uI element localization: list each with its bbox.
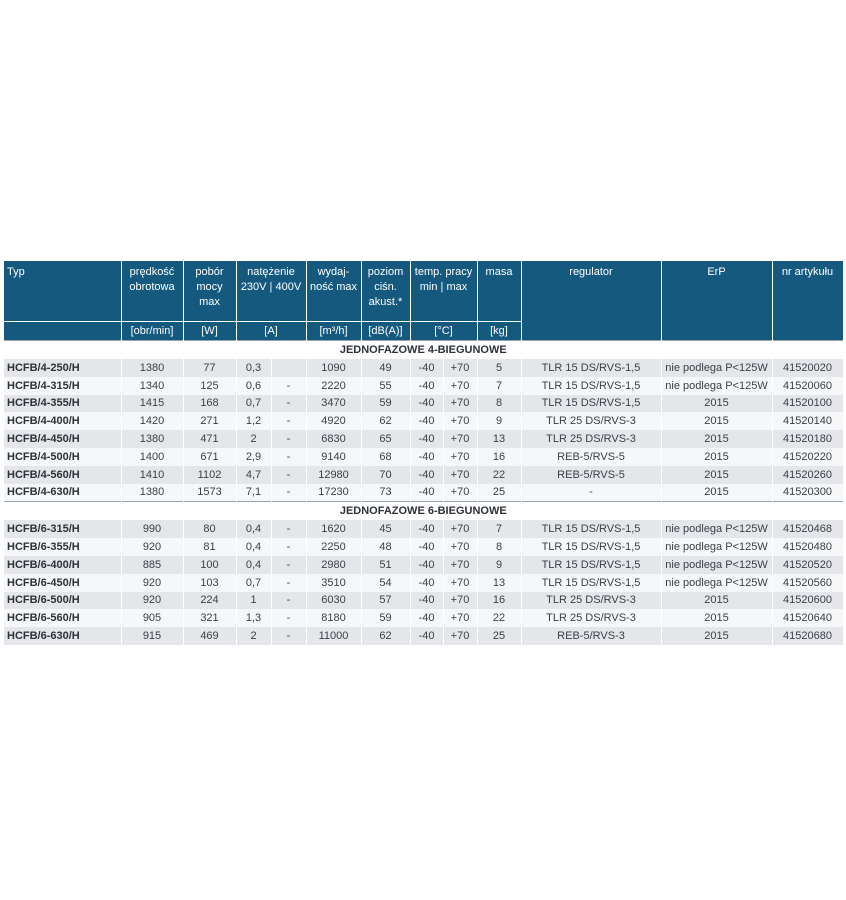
cell-current-400: - — [271, 609, 306, 627]
cell-temp-max: +70 — [443, 627, 477, 645]
cell-power: 168 — [183, 395, 236, 413]
cell-typ: HCFB/4-315/H — [4, 377, 121, 395]
cell-noise: 55 — [361, 377, 410, 395]
col-poziom: poziom ciśn. akust.* — [361, 261, 410, 322]
cell-temp-min: -40 — [410, 359, 443, 377]
cell-typ: HCFB/6-355/H — [4, 538, 121, 556]
cell-airflow: 2980 — [306, 556, 361, 574]
cell-current-400 — [271, 359, 306, 377]
cell-current-230: 0,7 — [236, 395, 271, 413]
cell-current-230: 0,4 — [236, 520, 271, 538]
cell-current-400: - — [271, 412, 306, 430]
col-nr: nr artykułu — [772, 261, 843, 341]
cell-temp-max: +70 — [443, 395, 477, 413]
unit-typ — [4, 322, 121, 341]
cell-article-nr: 41520560 — [772, 574, 843, 592]
cell-mass: 25 — [477, 627, 521, 645]
cell-regulator: TLR 15 DS/RVS-1,5 — [521, 556, 661, 574]
cell-current-400: - — [271, 538, 306, 556]
cell-temp-max: +70 — [443, 538, 477, 556]
cell-noise: 45 — [361, 520, 410, 538]
cell-article-nr: 41520220 — [772, 448, 843, 466]
cell-rpm: 1400 — [121, 448, 183, 466]
cell-temp-min: -40 — [410, 627, 443, 645]
cell-power: 321 — [183, 609, 236, 627]
table-body — [4, 341, 843, 645]
col-regulator: regulator — [521, 261, 661, 341]
cell-erp: 2015 — [661, 592, 772, 610]
cell-temp-max: +70 — [443, 466, 477, 484]
cell-mass: 7 — [477, 520, 521, 538]
cell-current-230: 0,7 — [236, 574, 271, 592]
cell-current-400: - — [271, 574, 306, 592]
cell-noise: 54 — [361, 574, 410, 592]
cell-noise: 73 — [361, 484, 410, 502]
cell-temp-max: +70 — [443, 520, 477, 538]
col-predkosc: prędkość obrotowa — [121, 261, 183, 322]
cell-current-230: 0,4 — [236, 556, 271, 574]
col-wydajnosc: wydaj-ność max — [306, 261, 361, 322]
cell-temp-min: -40 — [410, 412, 443, 430]
cell-regulator: TLR 15 DS/RVS-1,5 — [521, 520, 661, 538]
cell-airflow: 3470 — [306, 395, 361, 413]
cell-temp-min: -40 — [410, 484, 443, 502]
cell-article-nr: 41520140 — [772, 412, 843, 430]
cell-temp-min: -40 — [410, 520, 443, 538]
cell-rpm: 920 — [121, 592, 183, 610]
cell-article-nr: 41520480 — [772, 538, 843, 556]
cell-current-230: 2 — [236, 430, 271, 448]
cell-regulator: TLR 15 DS/RVS-1,5 — [521, 377, 661, 395]
cell-temp-max: +70 — [443, 592, 477, 610]
cell-temp-min: -40 — [410, 609, 443, 627]
col-masa: masa — [477, 261, 521, 322]
cell-current-400: - — [271, 627, 306, 645]
table-header — [4, 261, 843, 341]
cell-regulator: TLR 25 DS/RVS-3 — [521, 609, 661, 627]
cell-article-nr: 41520680 — [772, 627, 843, 645]
cell-noise: 57 — [361, 592, 410, 610]
col-natezenie: natężenie 230V | 400V — [236, 261, 306, 322]
cell-current-230: 4,7 — [236, 466, 271, 484]
cell-power: 103 — [183, 574, 236, 592]
cell-mass: 13 — [477, 430, 521, 448]
cell-rpm: 990 — [121, 520, 183, 538]
table-row — [4, 448, 843, 466]
cell-airflow: 6830 — [306, 430, 361, 448]
cell-airflow: 9140 — [306, 448, 361, 466]
unit-poziom: [dB(A)] — [361, 322, 410, 341]
cell-current-230: 1,2 — [236, 412, 271, 430]
cell-noise: 51 — [361, 556, 410, 574]
cell-temp-min: -40 — [410, 592, 443, 610]
cell-erp: nie podlega P<125W — [661, 377, 772, 395]
cell-mass: 9 — [477, 412, 521, 430]
cell-rpm: 1380 — [121, 430, 183, 448]
cell-noise: 68 — [361, 448, 410, 466]
cell-temp-min: -40 — [410, 448, 443, 466]
cell-temp-max: +70 — [443, 412, 477, 430]
cell-article-nr: 41520640 — [772, 609, 843, 627]
cell-regulator: TLR 15 DS/RVS-1,5 — [521, 538, 661, 556]
table-row — [4, 484, 843, 502]
cell-typ: HCFB/6-315/H — [4, 520, 121, 538]
cell-temp-max: +70 — [443, 430, 477, 448]
cell-article-nr: 41520468 — [772, 520, 843, 538]
cell-current-230: 0,4 — [236, 538, 271, 556]
cell-power: 671 — [183, 448, 236, 466]
cell-airflow: 2250 — [306, 538, 361, 556]
cell-erp: 2015 — [661, 609, 772, 627]
cell-noise: 65 — [361, 430, 410, 448]
cell-airflow: 12980 — [306, 466, 361, 484]
cell-typ: HCFB/6-400/H — [4, 556, 121, 574]
cell-airflow: 4920 — [306, 412, 361, 430]
cell-rpm: 1410 — [121, 466, 183, 484]
cell-noise: 62 — [361, 412, 410, 430]
cell-power: 271 — [183, 412, 236, 430]
unit-wydajnosc: [m³/h] — [306, 322, 361, 341]
cell-typ: HCFB/4-400/H — [4, 412, 121, 430]
cell-power: 77 — [183, 359, 236, 377]
cell-temp-min: -40 — [410, 430, 443, 448]
cell-temp-min: -40 — [410, 556, 443, 574]
cell-rpm: 1420 — [121, 412, 183, 430]
cell-typ: HCFB/6-500/H — [4, 592, 121, 610]
cell-current-400: - — [271, 448, 306, 466]
cell-regulator: REB-5/RVS-5 — [521, 448, 661, 466]
cell-current-400: - — [271, 466, 306, 484]
cell-airflow: 8180 — [306, 609, 361, 627]
cell-article-nr: 41520260 — [772, 466, 843, 484]
cell-article-nr: 41520600 — [772, 592, 843, 610]
cell-article-nr: 41520180 — [772, 430, 843, 448]
cell-airflow: 6030 — [306, 592, 361, 610]
table-row — [4, 466, 843, 484]
cell-regulator: REB-5/RVS-5 — [521, 466, 661, 484]
cell-power: 471 — [183, 430, 236, 448]
cell-erp: 2015 — [661, 466, 772, 484]
cell-mass: 22 — [477, 609, 521, 627]
table-row — [4, 627, 843, 645]
cell-current-230: 0,6 — [236, 377, 271, 395]
cell-rpm: 1415 — [121, 395, 183, 413]
cell-rpm: 1380 — [121, 359, 183, 377]
cell-mass: 22 — [477, 466, 521, 484]
cell-typ: HCFB/4-500/H — [4, 448, 121, 466]
cell-mass: 9 — [477, 556, 521, 574]
cell-erp: 2015 — [661, 395, 772, 413]
cell-article-nr: 41520100 — [772, 395, 843, 413]
cell-current-400: - — [271, 556, 306, 574]
cell-current-400: - — [271, 430, 306, 448]
cell-rpm: 905 — [121, 609, 183, 627]
cell-regulator: TLR 25 DS/RVS-3 — [521, 430, 661, 448]
cell-power: 1573 — [183, 484, 236, 502]
cell-noise: 62 — [361, 627, 410, 645]
cell-power: 125 — [183, 377, 236, 395]
cell-mass: 8 — [477, 395, 521, 413]
cell-noise: 49 — [361, 359, 410, 377]
cell-mass: 5 — [477, 359, 521, 377]
cell-typ: HCFB/6-560/H — [4, 609, 121, 627]
cell-current-400: - — [271, 484, 306, 502]
cell-mass: 16 — [477, 592, 521, 610]
table-row — [4, 574, 843, 592]
cell-rpm: 885 — [121, 556, 183, 574]
cell-airflow: 3510 — [306, 574, 361, 592]
cell-erp: nie podlega P<125W — [661, 556, 772, 574]
cell-airflow: 1620 — [306, 520, 361, 538]
table-row — [4, 592, 843, 610]
table-row — [4, 538, 843, 556]
cell-current-230: 0,3 — [236, 359, 271, 377]
cell-erp: nie podlega P<125W — [661, 520, 772, 538]
cell-erp: 2015 — [661, 430, 772, 448]
cell-noise: 48 — [361, 538, 410, 556]
cell-power: 224 — [183, 592, 236, 610]
cell-temp-min: -40 — [410, 377, 443, 395]
unit-predkosc: [obr/min] — [121, 322, 183, 341]
cell-erp: nie podlega P<125W — [661, 359, 772, 377]
cell-regulator: TLR 25 DS/RVS-3 — [521, 412, 661, 430]
cell-regulator: REB-5/RVS-3 — [521, 627, 661, 645]
cell-mass: 16 — [477, 448, 521, 466]
cell-temp-min: -40 — [410, 538, 443, 556]
table-row — [4, 395, 843, 413]
cell-current-230: 7,1 — [236, 484, 271, 502]
cell-article-nr: 41520300 — [772, 484, 843, 502]
cell-current-400: - — [271, 592, 306, 610]
spec-table — [4, 261, 844, 645]
cell-power: 80 — [183, 520, 236, 538]
cell-noise: 70 — [361, 466, 410, 484]
cell-regulator: TLR 15 DS/RVS-1,5 — [521, 359, 661, 377]
group-row — [4, 341, 843, 360]
cell-temp-max: +70 — [443, 609, 477, 627]
cell-erp: 2015 — [661, 627, 772, 645]
cell-airflow: 17230 — [306, 484, 361, 502]
cell-power: 81 — [183, 538, 236, 556]
cell-mass: 13 — [477, 574, 521, 592]
unit-pobor: [W] — [183, 322, 236, 341]
cell-regulator: TLR 15 DS/RVS-1,5 — [521, 574, 661, 592]
cell-noise: 59 — [361, 609, 410, 627]
cell-airflow: 11000 — [306, 627, 361, 645]
cell-regulator: - — [521, 484, 661, 502]
cell-typ: HCFB/4-630/H — [4, 484, 121, 502]
cell-rpm: 920 — [121, 574, 183, 592]
cell-typ: HCFB/4-450/H — [4, 430, 121, 448]
cell-current-400: - — [271, 377, 306, 395]
cell-mass: 8 — [477, 538, 521, 556]
cell-erp: 2015 — [661, 484, 772, 502]
cell-airflow: 1090 — [306, 359, 361, 377]
table-row — [4, 359, 843, 377]
table-row — [4, 412, 843, 430]
table-row — [4, 520, 843, 538]
cell-current-230: 1,3 — [236, 609, 271, 627]
unit-masa: [kg] — [477, 322, 521, 341]
cell-regulator: TLR 25 DS/RVS-3 — [521, 592, 661, 610]
cell-temp-min: -40 — [410, 574, 443, 592]
cell-power: 100 — [183, 556, 236, 574]
cell-rpm: 920 — [121, 538, 183, 556]
cell-rpm: 915 — [121, 627, 183, 645]
cell-article-nr: 41520060 — [772, 377, 843, 395]
cell-temp-max: +70 — [443, 484, 477, 502]
cell-temp-max: +70 — [443, 574, 477, 592]
cell-article-nr: 41520520 — [772, 556, 843, 574]
cell-power: 469 — [183, 627, 236, 645]
cell-temp-min: -40 — [410, 466, 443, 484]
cell-temp-max: +70 — [443, 359, 477, 377]
cell-regulator: TLR 15 DS/RVS-1,5 — [521, 395, 661, 413]
unit-temp: [°C] — [410, 322, 477, 341]
cell-article-nr: 41520020 — [772, 359, 843, 377]
cell-temp-max: +70 — [443, 448, 477, 466]
cell-mass: 7 — [477, 377, 521, 395]
cell-noise: 59 — [361, 395, 410, 413]
cell-erp: 2015 — [661, 412, 772, 430]
cell-mass: 25 — [477, 484, 521, 502]
cell-current-400: - — [271, 395, 306, 413]
table-row — [4, 556, 843, 574]
col-erp: ErP — [661, 261, 772, 341]
cell-current-400: - — [271, 520, 306, 538]
cell-temp-min: -40 — [410, 395, 443, 413]
cell-rpm: 1340 — [121, 377, 183, 395]
unit-natezenie: [A] — [236, 322, 306, 341]
cell-typ: HCFB/4-355/H — [4, 395, 121, 413]
cell-rpm: 1380 — [121, 484, 183, 502]
cell-current-230: 1 — [236, 592, 271, 610]
cell-power: 1102 — [183, 466, 236, 484]
cell-temp-max: +70 — [443, 556, 477, 574]
cell-current-230: 2,9 — [236, 448, 271, 466]
cell-typ: HCFB/4-250/H — [4, 359, 121, 377]
group-title: JEDNOFAZOWE 4-BIEGUNOWE — [4, 341, 843, 360]
col-pobor: pobór mocy max — [183, 261, 236, 322]
cell-typ: HCFB/6-630/H — [4, 627, 121, 645]
cell-temp-max: +70 — [443, 377, 477, 395]
table-row — [4, 609, 843, 627]
cell-erp: nie podlega P<125W — [661, 538, 772, 556]
col-typ: Typ — [4, 261, 121, 322]
group-title: JEDNOFAZOWE 6-BIEGUNOWE — [4, 502, 843, 521]
cell-airflow: 2220 — [306, 377, 361, 395]
cell-typ: HCFB/6-450/H — [4, 574, 121, 592]
cell-current-230: 2 — [236, 627, 271, 645]
col-temp: temp. pracy min | max — [410, 261, 477, 322]
table-row — [4, 377, 843, 395]
table-row — [4, 430, 843, 448]
cell-typ: HCFB/4-560/H — [4, 466, 121, 484]
cell-erp: 2015 — [661, 448, 772, 466]
cell-erp: nie podlega P<125W — [661, 574, 772, 592]
group-row — [4, 502, 843, 521]
